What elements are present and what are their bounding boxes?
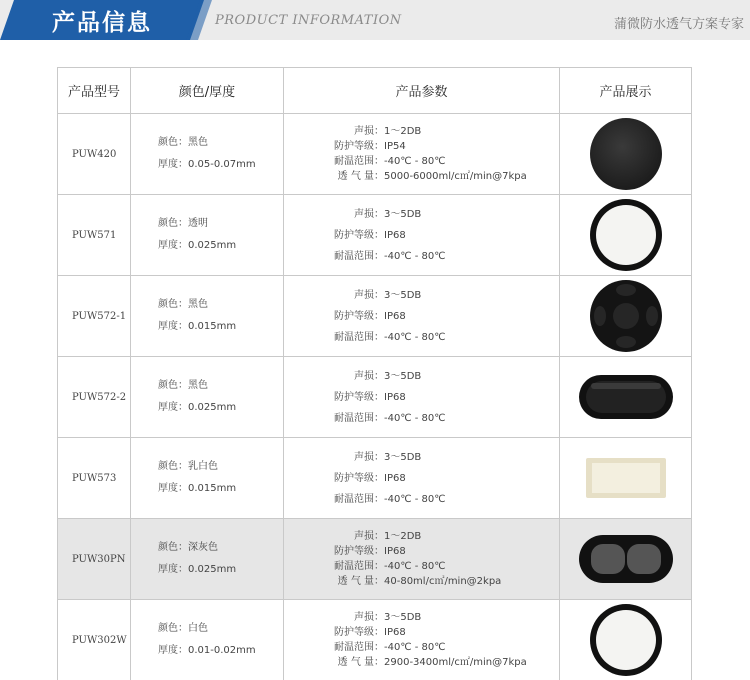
- param-line: [324, 574, 559, 589]
- black-segmented-disc-icon: [560, 277, 691, 355]
- param-value: 40-80ml/c㎡/min@2kpa: [384, 576, 502, 587]
- param-line: [324, 655, 559, 670]
- page-title: 产品信息: [52, 10, 152, 36]
- table-row: [58, 276, 692, 357]
- param-line: [324, 327, 559, 348]
- param-value: -40℃ - 80℃: [384, 412, 446, 424]
- param-value: 3～5DB: [384, 612, 422, 623]
- param-line: [324, 204, 559, 225]
- product-model: PUW30PN: [58, 519, 131, 600]
- color-thickness-cell: [131, 357, 284, 438]
- product-params-cell: [284, 438, 560, 519]
- product-thickness: 厚度：0.025mm: [158, 564, 237, 575]
- param-label: 防护等级：: [334, 546, 384, 557]
- param-value: -40℃ - 80℃: [384, 493, 446, 505]
- company-slogan: 蒲微防水透气方案专家: [613, 17, 744, 32]
- param-label: 防护等级：: [334, 391, 384, 403]
- product-params-cell: [284, 195, 560, 276]
- table-row: [58, 519, 692, 600]
- param-value: -40℃ - 80℃: [384, 250, 446, 262]
- param-label: 声损：: [354, 370, 384, 382]
- param-label: 防护等级：: [334, 141, 384, 152]
- param-value: 1～2DB: [384, 531, 422, 542]
- param-value: IP68: [384, 391, 406, 403]
- param-value: 3～5DB: [384, 370, 422, 382]
- param-label: 声损：: [354, 289, 384, 301]
- product-color: 颜色：黑色: [158, 137, 208, 148]
- param-label: 防护等级：: [334, 310, 384, 322]
- param-value: -40℃ - 80℃: [384, 561, 446, 572]
- param-value: 2900-3400ml/c㎡/min@7kpa: [384, 657, 527, 668]
- product-color: 颜色：黑色: [158, 380, 208, 391]
- black-disc-icon: [560, 115, 691, 193]
- param-value: IP68: [384, 627, 406, 638]
- param-label: 耐温范围：: [334, 642, 384, 653]
- param-line: [324, 169, 559, 184]
- param-line: [324, 285, 559, 306]
- column-header: 产品展示: [560, 68, 692, 114]
- param-line: [324, 529, 559, 544]
- param-label: 防护等级：: [334, 627, 384, 638]
- column-header: 产品型号: [58, 68, 131, 114]
- param-value: IP68: [384, 472, 406, 484]
- cream-rectangle-icon: [560, 452, 691, 504]
- param-value: 3～5DB: [384, 451, 422, 463]
- table-row: [58, 114, 692, 195]
- param-value: IP68: [384, 310, 406, 322]
- param-line: [324, 489, 559, 510]
- param-line: [324, 610, 559, 625]
- product-image-cell: [560, 600, 692, 680]
- param-value: 3～5DB: [384, 208, 422, 220]
- param-label: 声损：: [354, 451, 384, 463]
- page-subtitle-en: PRODUCT INFORMATION: [215, 13, 402, 28]
- param-line: [324, 468, 559, 489]
- param-label: 透 气 量：: [337, 657, 384, 668]
- product-model: PUW572-2: [58, 357, 131, 438]
- product-image-cell: [560, 357, 692, 438]
- table-row: [58, 600, 692, 680]
- param-line: [324, 124, 559, 139]
- param-value: -40℃ - 80℃: [384, 331, 446, 343]
- param-line: [324, 246, 559, 267]
- product-params-cell: [284, 519, 560, 600]
- white-ring-disc-icon: [560, 601, 691, 679]
- param-label: 耐温范围：: [334, 250, 384, 262]
- color-thickness-cell: [131, 438, 284, 519]
- product-thickness: 厚度：0.015mm: [158, 483, 237, 494]
- table-row: [58, 357, 692, 438]
- param-line: [324, 225, 559, 246]
- black-oval-icon: [560, 371, 691, 423]
- param-line: [324, 408, 559, 429]
- product-params-cell: [284, 276, 560, 357]
- product-table: [57, 67, 692, 680]
- param-value: IP68: [384, 546, 406, 557]
- param-line: [324, 154, 559, 169]
- param-label: 声损：: [354, 126, 384, 137]
- param-label: 耐温范围：: [334, 156, 384, 167]
- param-label: 防护等级：: [334, 229, 384, 241]
- product-model: PUW572-1: [58, 276, 131, 357]
- product-color: 颜色：深灰色: [158, 542, 218, 553]
- param-line: [324, 640, 559, 655]
- param-line: [324, 625, 559, 640]
- dark-gray-dual-oval-icon: [560, 531, 691, 587]
- param-line: [324, 387, 559, 408]
- product-color: 颜色：白色: [158, 623, 208, 634]
- product-thickness: 厚度：0.015mm: [158, 321, 237, 332]
- product-params-cell: [284, 357, 560, 438]
- param-label: 耐温范围：: [334, 412, 384, 424]
- product-thickness: 厚度：0.05-0.07mm: [158, 159, 256, 170]
- column-header: 颜色/厚度: [131, 68, 284, 114]
- param-line: [324, 139, 559, 154]
- param-line: [324, 366, 559, 387]
- param-label: 透 气 量：: [337, 576, 384, 587]
- param-line: [324, 447, 559, 468]
- product-model: PUW302W: [58, 600, 131, 680]
- param-line: [324, 544, 559, 559]
- color-thickness-cell: [131, 600, 284, 680]
- header-tab: [0, 0, 210, 40]
- table-header-row: [58, 68, 692, 114]
- param-value: 3～5DB: [384, 289, 422, 301]
- product-thickness: 厚度：0.01-0.02mm: [158, 645, 256, 656]
- product-color: 颜色：黑色: [158, 299, 208, 310]
- table-row: [58, 195, 692, 276]
- param-line: [324, 306, 559, 327]
- color-thickness-cell: [131, 519, 284, 600]
- param-value: -40℃ - 80℃: [384, 642, 446, 653]
- product-color: 颜色：透明: [158, 218, 208, 229]
- column-header: 产品参数: [284, 68, 560, 114]
- white-ring-disc-icon: [560, 196, 691, 274]
- product-params-cell: [284, 600, 560, 680]
- product-image-cell: [560, 195, 692, 276]
- param-label: 透 气 量：: [337, 171, 384, 182]
- product-thickness: 厚度：0.025mm: [158, 402, 237, 413]
- param-label: 声损：: [354, 208, 384, 220]
- color-thickness-cell: [131, 114, 284, 195]
- table-row: [58, 438, 692, 519]
- param-value: 1～2DB: [384, 126, 422, 137]
- product-color: 颜色：乳白色: [158, 461, 218, 472]
- color-thickness-cell: [131, 276, 284, 357]
- param-label: 耐温范围：: [334, 331, 384, 343]
- param-line: [324, 559, 559, 574]
- param-value: 5000-6000ml/c㎡/min@7kpa: [384, 171, 527, 182]
- color-thickness-cell: [131, 195, 284, 276]
- product-model: PUW420: [58, 114, 131, 195]
- product-image-cell: [560, 519, 692, 600]
- header-banner: [0, 0, 750, 40]
- product-model: PUW571: [58, 195, 131, 276]
- param-value: -40℃ - 80℃: [384, 156, 446, 167]
- param-label: 声损：: [354, 612, 384, 623]
- param-value: IP54: [384, 141, 406, 152]
- param-label: 防护等级：: [334, 472, 384, 484]
- param-label: 声损：: [354, 531, 384, 542]
- param-value: IP68: [384, 229, 406, 241]
- product-params-cell: [284, 114, 560, 195]
- param-label: 耐温范围：: [334, 561, 384, 572]
- product-thickness: 厚度：0.025mm: [158, 240, 237, 251]
- product-model: PUW573: [58, 438, 131, 519]
- product-image-cell: [560, 438, 692, 519]
- product-image-cell: [560, 114, 692, 195]
- product-image-cell: [560, 276, 692, 357]
- param-label: 耐温范围：: [334, 493, 384, 505]
